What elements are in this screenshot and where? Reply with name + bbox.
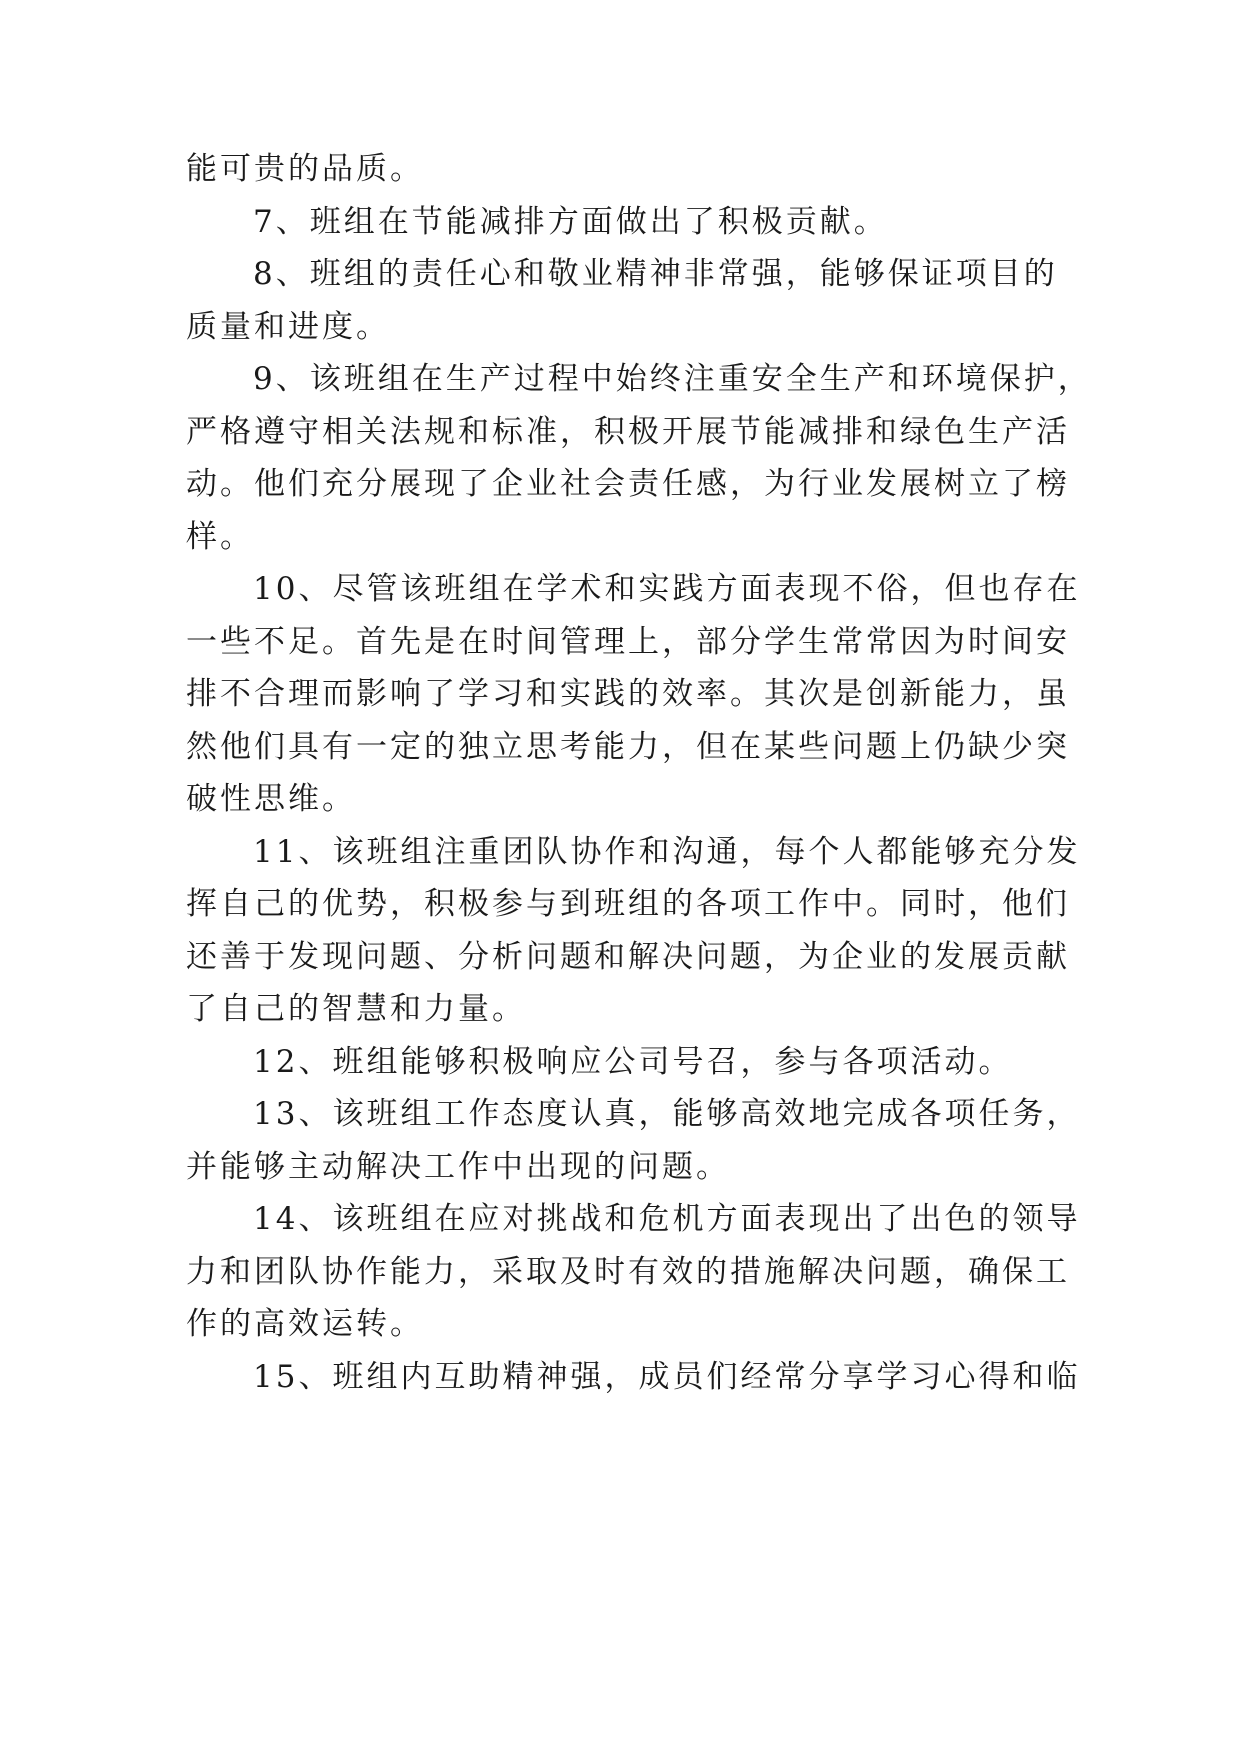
text-line: 13、该班组工作态度认真，能够高效地完成各项任务， <box>253 1096 1081 1132</box>
text-line: 12、班组能够积极响应公司号召，参与各项活动。 <box>253 1044 1013 1080</box>
text-line: 严格遵守相关法规和标准，积极开展节能减排和绿色生产活 <box>186 414 1070 450</box>
text-line: 力和团队协作能力，采取及时有效的措施解决问题，确保工 <box>186 1254 1070 1290</box>
text-line: 样。 <box>186 519 254 555</box>
text-line: 排不合理而影响了学习和实践的效率。其次是创新能力，虽 <box>186 676 1070 712</box>
text-line: 能可贵的品质。 <box>186 151 424 187</box>
text-line: 10、尽管该班组在学术和实践方面表现不俗，但也存在 <box>253 571 1081 607</box>
text-line: 8、班组的责任心和敬业精神非常强，能够保证项目的 <box>253 256 1058 292</box>
text-line: 11、该班组注重团队协作和沟通，每个人都能够充分发 <box>253 834 1081 870</box>
text-line: 15、班组内互助精神强，成员们经常分享学习心得和临 <box>253 1359 1081 1395</box>
text-line: 然他们具有一定的独立思考能力，但在某些问题上仍缺少突 <box>186 729 1070 765</box>
text-line: 7、班组在节能减排方面做出了积极贡献。 <box>253 204 888 240</box>
text-line: 9、该班组在生产过程中始终注重安全生产和环境保护， <box>253 361 1092 397</box>
text-line: 动。他们充分展现了企业社会责任感，为行业发展树立了榜 <box>186 466 1070 502</box>
text-line: 一些不足。首先是在时间管理上，部分学生常常因为时间安 <box>186 624 1070 660</box>
text-line: 破性思维。 <box>186 781 356 817</box>
text-line: 并能够主动解决工作中出现的问题。 <box>186 1149 730 1185</box>
text-line: 还善于发现问题、分析问题和解决问题，为企业的发展贡献 <box>186 939 1070 975</box>
text-line: 质量和进度。 <box>186 309 390 345</box>
text-line: 了自己的智慧和力量。 <box>186 991 526 1027</box>
text-line: 挥自己的优势，积极参与到班组的各项工作中。同时，他们 <box>186 886 1070 922</box>
text-line: 14、该班组在应对挑战和危机方面表现出了出色的领导 <box>253 1201 1081 1237</box>
text-line: 作的高效运转。 <box>186 1306 424 1342</box>
